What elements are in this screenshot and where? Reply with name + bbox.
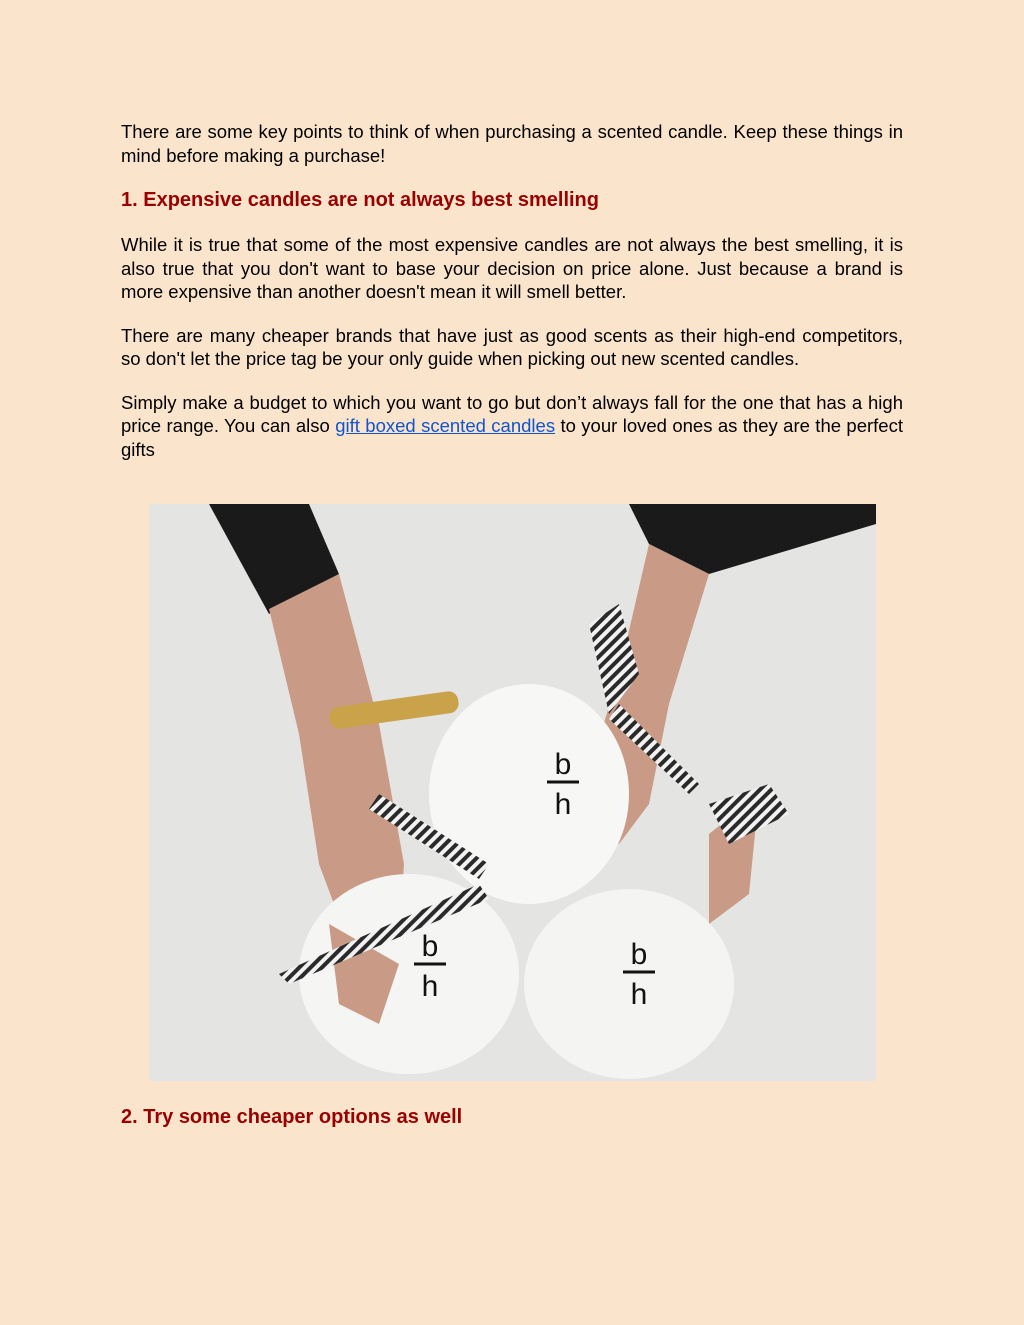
bag-logo-top: b [421, 930, 439, 963]
section1-heading: 1. Expensive candles are not always best smelling [121, 189, 599, 211]
gift-boxed-candles-link[interactable]: gift boxed scented candles [335, 415, 556, 436]
section1-paragraph-3 [121, 391, 903, 462]
section2-heading: 2. Try some cheaper options as well [121, 1106, 463, 1128]
bag-logo-bottom: h [630, 978, 648, 1011]
bag-logo-bottom: h [421, 970, 439, 1003]
bag-logo-bottom: h [554, 788, 572, 821]
bag-logo-top: b [630, 938, 648, 971]
gift-bags-photo [149, 504, 876, 1081]
bag-logo-top: b [554, 748, 572, 781]
paragraph-3-text-before: Simply make a budget to which you want to go but don’t always fall for the one that has a high price range. You can also [121, 391, 903, 436]
intro-paragraph: There are some key points to think of when purchasing a scented candle. Keep these things in mind before making a purchase! [121, 121, 903, 166]
paragraph-3-text-after: to your loved ones as they are the perfect gifts [121, 415, 903, 460]
section1-paragraph-2: There are many cheaper brands that have just as good scents as their high-end competitors, so don't let the price tag be your only guide when picking out new scented candles. [121, 324, 903, 369]
document-body [121, 120, 903, 481]
section1-paragraph-1: While it is true that some of the most expensive candles are not always the best smelling, it is also true that you don't want to base your decision on price alone. Just because a brand is more expensive than another doesn't mean it will smell better. [121, 234, 903, 302]
